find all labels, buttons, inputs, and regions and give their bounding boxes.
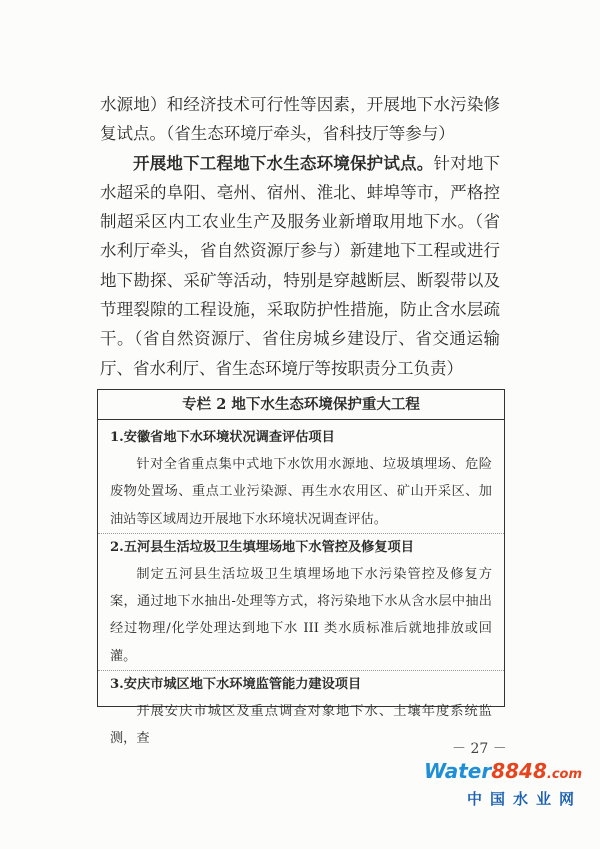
project-3-desc: 开展安庆市城区及重点调查对象地下水、土壤年度系统监测，查	[110, 704, 492, 747]
paragraph-2-text: 针对地下水超采的阜阳、亳州、宿州、淮北、蚌埠等市，严格控制超采区内工农业生产及服务业新增取用地下水。（省水利厅牵头，省自然资源厅参与）新建地下工程或进行地下勘探、采矿等活动，特别是穿越断层、断裂带以及节理裂隙的工程设施，采取防护性措施，防止含水层疏干。（省自然资源厅、省住房城乡建设厅、省交通运输厅、省水利厅、省生态环境厅等按职责分工负责）	[100, 153, 501, 378]
project-2-heading: 2.五河县生活垃圾卫生填埋场地下水管控及修复项目	[110, 539, 414, 555]
watermark-part1: Water	[424, 759, 492, 783]
feature-box-title: 专栏 2 地下水生态环境保护重大工程	[98, 390, 504, 420]
watermark-wordmark	[424, 761, 582, 785]
watermark-part2: 8848	[491, 759, 547, 783]
paragraph-2	[100, 149, 500, 383]
project-2-desc: 制定五河县生活垃圾卫生填埋场地下水污染管控及修复方案，通过地下水抽出-处理等方式，将污染地下水从含水层中抽出经过物理/化学处理达到地下水 III 类水质标准后就地排放或回灌。	[110, 567, 492, 664]
watermark-logo	[424, 761, 582, 809]
page-number: － 27 －	[452, 741, 507, 757]
feature-box	[97, 389, 505, 747]
watermark-suffix: .com	[546, 767, 582, 782]
paragraph-1-text: 水源地）和经济技术可行性等因素，开展地下水污染修复试点。（省生态环境厅牵头，省科技厅等参与）	[100, 95, 500, 144]
project-1-desc: 针对全省重点集中式地下水饮用水源地、垃圾填埋场、危险废物处置场、重点工业污染源、再生水农用区、矿山开采区、加油站等区域周边开展地下水环境状况调查评估。	[110, 457, 492, 527]
body-text	[100, 90, 500, 383]
paragraph-1	[100, 90, 500, 149]
watermark-subtitle: 中国水业网	[466, 790, 582, 808]
project-1-heading: 1.安徽省地下水环境状况调查评估项目	[110, 430, 335, 445]
paragraph-2-lead: 开展地下工程地下水生态环境保护试点。	[133, 153, 434, 173]
feature-box-body	[98, 420, 504, 752]
project-3-heading: 3.安庆市城区地下水环境监管能力建设项目	[110, 676, 362, 692]
